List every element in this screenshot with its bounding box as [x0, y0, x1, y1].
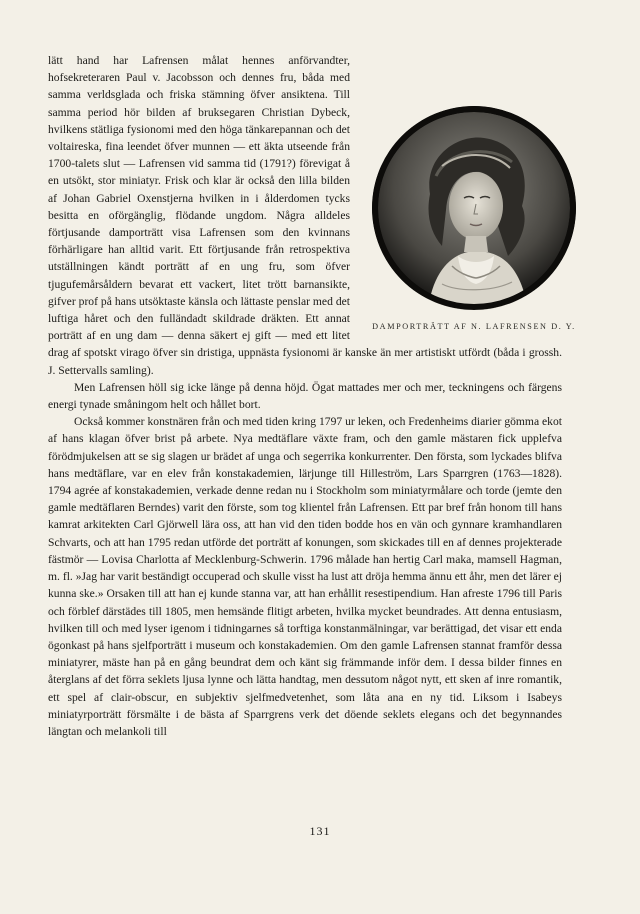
figure-caption: DAMPORTRÄTT AF N. LAFRENSEN D. Y.	[372, 322, 576, 331]
page-body	[48, 52, 576, 740]
paragraph-2: Men Lafrensen höll sig icke länge på denna höjd. Ögat mattades mer och mer, teckningens och färgens energi tynade småningom helt och hållet bort.	[48, 380, 562, 412]
figure	[360, 106, 588, 331]
paragraph-3: Också kommer konstnären från och med tiden kring 1797 ur leken, och Fredenheims diarier gömma ekot af hans klagan öfver brist på arbete. Nya medtäflare växte fram, och den gamle mästaren fick upplefva förödmjukelsen att se sig slagen ur brädet af unga och segerrika konkurrenter. Den första, som lyckades blifva hans medtäflare, var en elev från konstakademien, lärjunge till Hilleström, Lars Sparrgren (1763—1828). 1794 agrée af konstakademien, verkade denne redan nu i Stockholm som miniatyrmålare och torde (jemte den gamle medtäflaren Berndes) varit den förste, som tog klientel från Lafrensen. Ett par bref från honom till hans kamrat arkitekten Carl Gjörwell lära oss, att han vid den tiden bodde hos en vän och gynnare kramhandlaren Schvarts, och att han 1795 redan utförde det porträtt af konungen, som skickades till en af dennes projekterade fästmör — Lovisa Charlotta af Mecklenburg-Schwerin. 1796 målade han hertig Carl maka, mamsell Hagman, m. fl. »Jag har varit beständigt occuperad och skulle visst ha lust att dröja hemma ännu ett åhr, men det lärer ej kunna ske.» Orsaken till att han ej kunde stanna var, att han erhållit resestipendium. Han afreste 1796 till Paris och förblef därstädes till 1805, men hemsände flitigt arbeten, hvilka mycket beundrades. Att denna entusiasm, hvilken till och med lyser igenom i tidningarnes så torftiga konstanmälningar, var berättigad, det visar ett enda ögonkast på hans sjelfporträtt i museum och konstakademien. Om den gamle Lafrensen stannat framför dessa miniatyrer, mäste han på en gång beundrat dem och känt sig främmande inför dem. I dessa bilder finnes en återglans af det förra seklets ljusa lynne och lätta handtag, men dessutom något nytt, ett sken af inre romantik, ett spel af clair-obscur, en subjektiv sjelfmedvetenhet, som låta ana en ny tid. Liksom i Isabeys miniatyrporträtt försmälte i de bästa af Sparrgrens verk det döende seklets elegans och det begynnandes längtan och melankoli till	[48, 415, 562, 738]
page-number: 131	[309, 824, 331, 838]
portrait-illustration	[372, 106, 576, 310]
paragraph-1: lätt hand har Lafrensen målat hennes anförvandter, hofsekreteraren Paul v. Jacobsson och dennes fru, båda med samma verldsglada och friska stämning öfver ansiktena. Till samma period hör bilden af bruksegaren Christian Dybeck, hvilkens stätliga fysionomi med den höga tänkarepannan och det voltaireska, fina leendet öfver munnen — ett äkta utseende från 1700-talets slut — Lafrensen vid samma tid (1791?) förevigat å en utsökt, stor miniatyr. Frisk och klar är också den lilla bilden af Johan Gabriel Oxenstjerna hvilken in i ålderdomen tycks besitta en oförgänglig, flödande ungdom. Några alldeles förtjusande damporträtt visa Lafrensen som den kvinnans förhärligare han alltid varit. Ett förtjusande från retrospektiva utställningen kändt porträtt af en ung fru, som öfver tjugufemårsåldern bevarat ett vackert, litet trött barnansikte, gifver prof på hans utsöktaste känsla och lättaste penslar med det luftiga håret och den fulländadt skildrade dräkten. Ett annat porträtt af en ung dam — denna säkert ej gift — med ett litet drag af spotskt virago öfver sin dristiga, uppnästa fysionomi är kanske än mer artistiskt utfördt (båda i grossh. J. Settervalls samling).	[48, 54, 562, 377]
portrait-miniature-icon	[372, 106, 576, 310]
